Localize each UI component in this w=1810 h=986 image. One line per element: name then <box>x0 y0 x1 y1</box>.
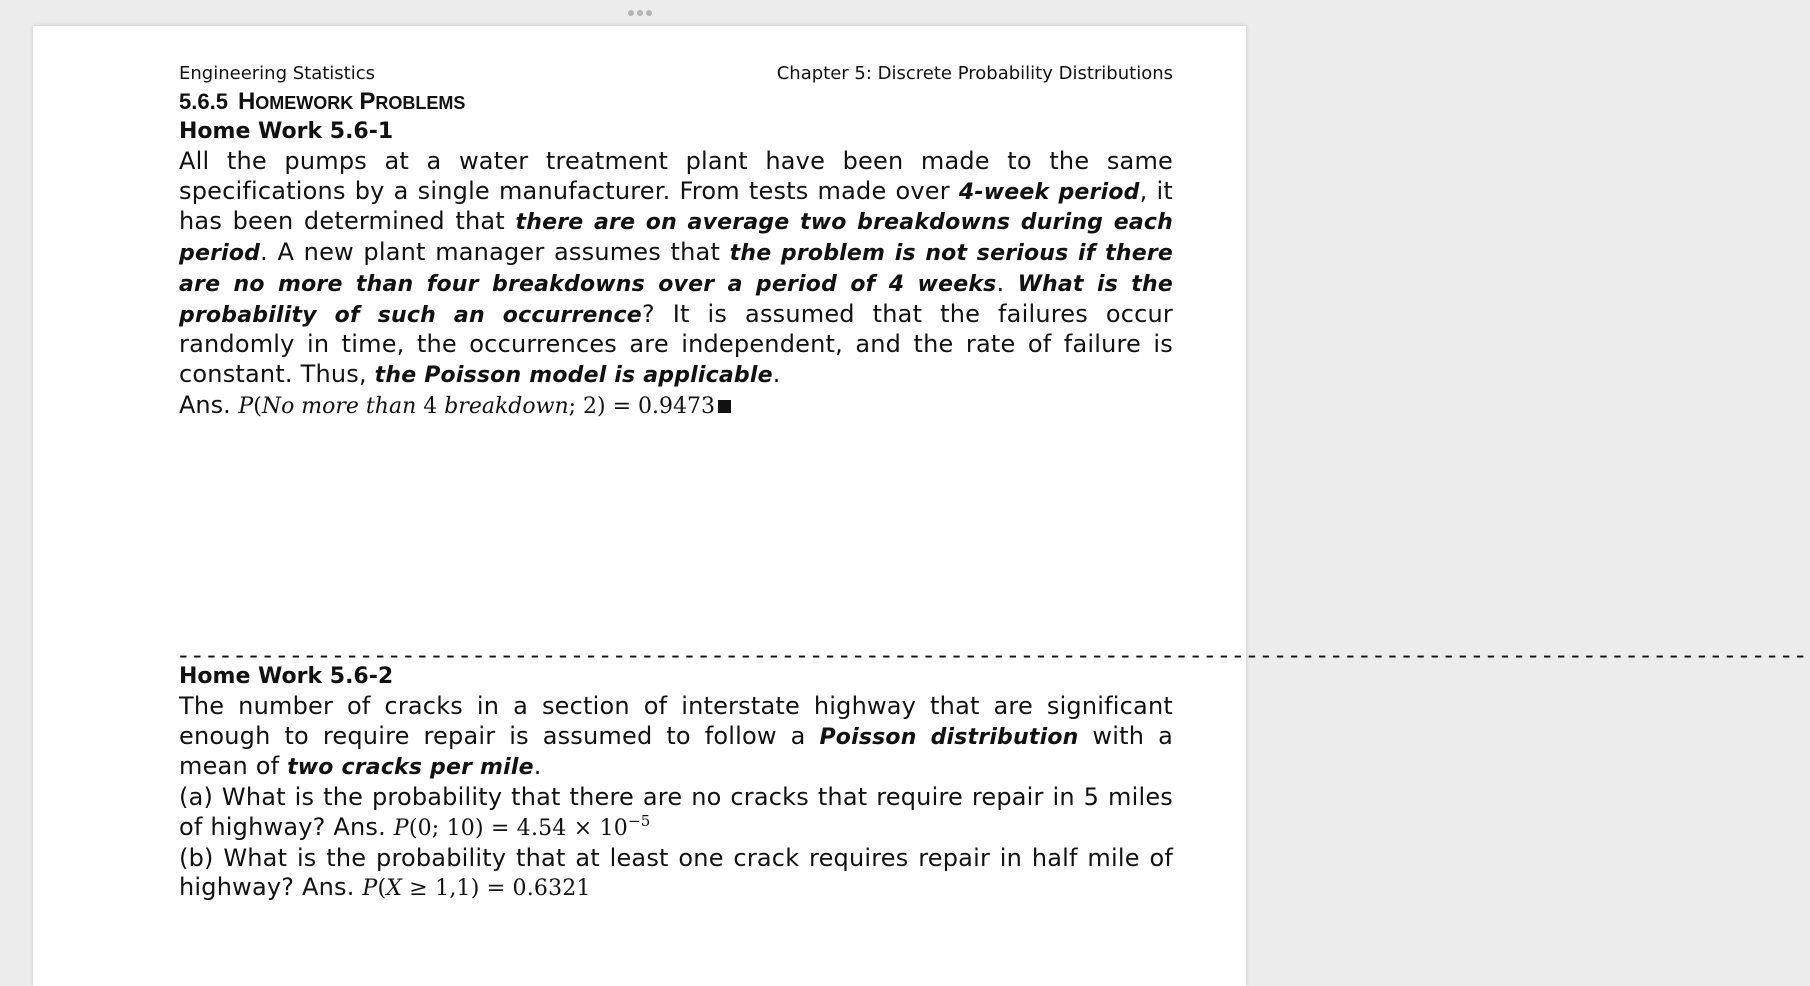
hw1-problem-text <box>179 147 1173 391</box>
hw1-text-3: . A new plant manager assumes that <box>260 238 730 267</box>
hw2-qa-math: (0; 10) = 4.54 × 10 <box>408 815 628 841</box>
hw1-ans-text1: No more than <box>261 393 417 419</box>
hw2-text-3: . <box>533 752 542 781</box>
hw1-text-4: . <box>996 268 1018 297</box>
hw1-answer-label: Ans. <box>179 390 231 419</box>
hw2-question-a <box>179 783 1173 843</box>
hw1-answer-formula <box>238 394 715 419</box>
hw2-question-b <box>179 844 1173 904</box>
window-menu-dots[interactable] <box>0 0 1280 26</box>
page-header <box>179 62 1173 86</box>
hw1-ans-text2: breakdown <box>444 393 569 419</box>
hw2-qa-formula <box>393 811 651 841</box>
dot-icon <box>637 10 643 16</box>
hw2-qb-text: (b) What is the probability that at least one crack requires repair in half mile of highway? Ans. <box>179 843 1173 902</box>
hw1-ans-num: 4 <box>416 393 445 419</box>
document-page <box>33 26 1810 986</box>
section-title-h: H <box>237 88 256 115</box>
hw2-block <box>179 662 1173 904</box>
hw2-qa-p: P <box>393 815 409 841</box>
hw1-ans-open: ( <box>253 393 262 419</box>
hw1-title: Home Work 5.6-1 <box>179 119 394 144</box>
hw1-answer <box>179 391 1173 422</box>
hw1-bold-5: the Poisson model is applicable <box>374 362 773 388</box>
hw2-problem-text <box>179 692 1173 783</box>
section-title <box>179 88 1173 117</box>
hw1-text-5: ? It is assumed that the failures occur randomly in time, the occurrences are independent, and the rate of failure is constant. Thus, <box>179 299 1174 388</box>
header-right: Chapter 5: Discrete Probability Distributions <box>776 63 1173 84</box>
end-of-proof-icon <box>718 400 731 413</box>
hw1-text-6: . <box>772 359 781 388</box>
hw2-qb-math: ≥ 1,1) = 0.6321 <box>402 876 591 902</box>
hw2-bold-2: two cracks per mile <box>287 755 534 781</box>
hw1-text-2: , it has been determined that <box>179 176 1173 236</box>
hw2-qb-p: P <box>362 876 378 902</box>
dot-icon <box>646 10 652 16</box>
hw2-bold-1: Poisson distribution <box>819 724 1079 750</box>
hw1-text-1: All the pumps at a water treatment plant have been made to the same specifications by a single manufacturer. From tests made over <box>179 147 1173 205</box>
hw1-bold-1: 4-week period <box>958 179 1140 205</box>
hw2-text-2: with a mean of <box>179 721 1173 781</box>
hw1-ans-p: P <box>238 393 254 419</box>
section-title-p: P <box>359 88 376 115</box>
section-title-omework: OMEWORK <box>255 93 354 113</box>
section-divider: -------------------------------------------------------------------------------------------------------------------- <box>179 641 1810 669</box>
hw2-qa-exponent: −5 <box>628 811 651 830</box>
hw2-qb-formula <box>362 876 590 901</box>
hw1-bold-3: the problem is not serious if there are no more than four breakdowns over a period of 4 weeks <box>179 241 1173 297</box>
dot-icon <box>628 10 634 16</box>
section-title-roblems: ROBLEMS <box>375 93 466 113</box>
page-content <box>179 62 1173 421</box>
hw2-text-1: The number of cracks in a section of interstate highway that are significant enough to require repair is assumed to follow a <box>179 692 1173 750</box>
header-left: Engineering Statistics <box>179 63 376 84</box>
hw1-bold-2: there are on average two breakdowns during each period <box>179 210 1174 267</box>
hw1-bold-4: What is the probability of such an occurrence <box>179 271 1173 328</box>
hw2-title: Home Work 5.6-2 <box>179 664 394 689</box>
hw2-qb-open: ( <box>377 876 387 902</box>
hw1-ans-rest: ; 2) = 0.9473 <box>568 393 716 419</box>
section-number: 5.6.5 <box>179 89 228 114</box>
hw2-qb-x: X <box>386 876 403 902</box>
hw2-qa-text: (a) What is the probability that there are no cracks that require repair in 5 miles of highway? Ans. <box>179 783 1173 841</box>
